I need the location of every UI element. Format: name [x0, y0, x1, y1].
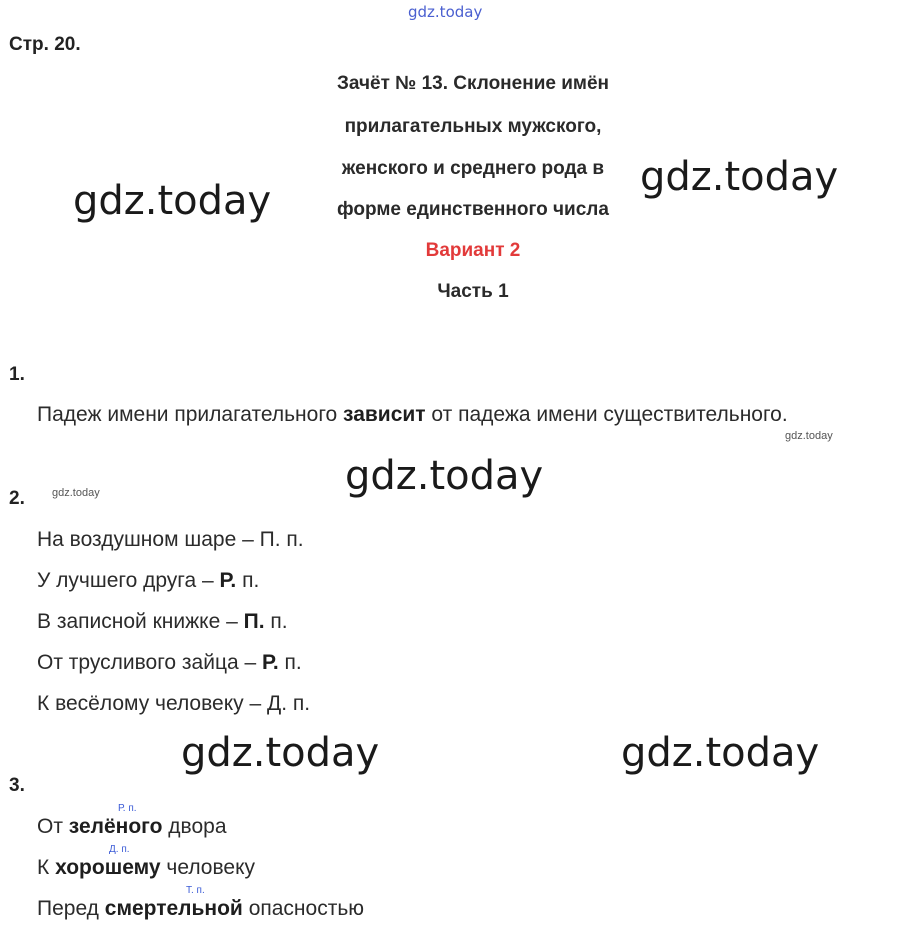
q3-item-2	[37, 856, 255, 880]
watermark-right: gdz.today	[640, 154, 839, 200]
q2-item-5	[37, 692, 310, 716]
q3-item-before: Перед	[37, 897, 105, 920]
q2-item-rest: п.	[236, 569, 260, 592]
watermark-bottom-right: gdz.today	[621, 730, 820, 776]
q2-item-3	[37, 610, 288, 634]
question-3-number: 3.	[9, 775, 25, 796]
q2-item-text: На воздушном шаре –	[37, 528, 260, 551]
q3-item-after: двора	[162, 815, 227, 838]
q3-item-bold: смертельной	[104, 897, 243, 920]
q2-item-text: К весёлому человеку –	[37, 692, 267, 715]
watermark-top: gdz.today	[408, 3, 483, 21]
q2-item-bold: П.	[243, 610, 265, 633]
q2-item-text: В записной книжке –	[37, 610, 244, 633]
q2-item-bold: Р.	[219, 569, 237, 592]
page-label: Стр. 20.	[9, 34, 81, 55]
q2-item-4	[37, 651, 302, 675]
q3-item-bold: зелёного	[68, 815, 163, 838]
watermark-bottom-left: gdz.today	[181, 730, 380, 776]
watermark-left: gdz.today	[73, 178, 272, 224]
q2-item-rest: п.	[278, 651, 302, 674]
q2-item-rest: п.	[264, 610, 288, 633]
q2-item-rest: П. п.	[259, 528, 304, 551]
q3-item-after: человеку	[160, 856, 256, 879]
watermark-small-2: gdz.today	[52, 487, 100, 499]
case-tag: Р. п.	[118, 803, 137, 814]
variant-label: Вариант 2	[425, 240, 521, 261]
q1-before: Падеж имени прилагательного	[37, 403, 344, 426]
q3-item-before: От	[37, 815, 69, 838]
watermark-small-1: gdz.today	[785, 430, 833, 442]
case-tag: Д. п.	[109, 844, 130, 855]
q3-item-before: К	[37, 856, 56, 879]
q2-item-rest: Д. п.	[267, 692, 311, 715]
q3-item-after: опасностью	[242, 897, 365, 920]
watermark-center: gdz.today	[345, 453, 544, 499]
q2-item-1	[37, 528, 304, 552]
q1-bold: зависит	[343, 403, 426, 426]
title-line-3: женского и среднего рода в	[341, 158, 605, 179]
case-tag: Т. п.	[186, 885, 205, 896]
q2-item-bold: Р.	[262, 651, 279, 674]
q2-item-text: У лучшего друга –	[37, 569, 220, 592]
title-line-2: прилагательных мужского,	[344, 116, 602, 137]
q2-item-2	[37, 569, 259, 593]
q3-item-1	[37, 815, 227, 839]
question-1-number: 1.	[9, 364, 25, 385]
question-2-number: 2.	[9, 488, 25, 509]
title-line-1: Зачёт № 13. Склонение имён	[336, 73, 610, 94]
q3-item-bold: хорошему	[55, 856, 161, 879]
part-label: Часть 1	[437, 281, 509, 302]
question-1-answer	[37, 403, 788, 427]
q2-item-text: От трусливого зайца –	[37, 651, 263, 674]
q1-after: от падежа имени существительного.	[425, 403, 788, 426]
q3-item-3	[37, 897, 364, 921]
title-line-4: форме единственного числа	[337, 199, 609, 220]
